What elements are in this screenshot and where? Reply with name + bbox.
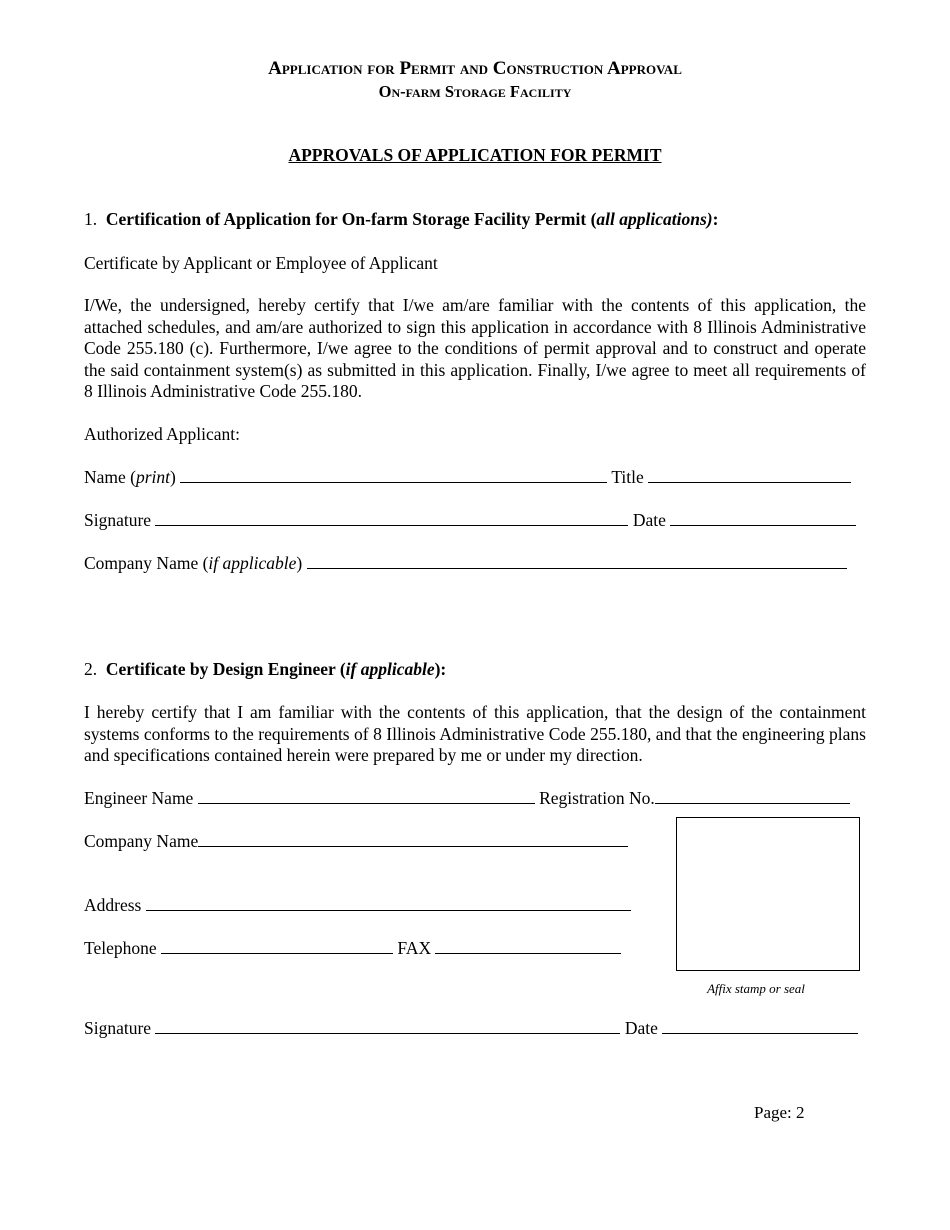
section2-title — [84, 659, 866, 680]
registration-field[interactable] — [655, 788, 850, 804]
engineer-company-row — [84, 831, 644, 852]
title-field[interactable] — [648, 467, 851, 483]
signature-label: Signature — [84, 510, 152, 530]
section-heading: APPROVALS OF APPLICATION FOR PERMIT — [288, 145, 662, 165]
company-row — [84, 553, 866, 574]
name-title-row — [84, 467, 866, 488]
address-row — [84, 895, 644, 916]
stamp-caption: Affix stamp or seal — [707, 981, 805, 996]
engineer-date-field[interactable] — [662, 1018, 858, 1034]
engineer-row — [84, 788, 866, 809]
company-field[interactable] — [307, 553, 847, 569]
section1-subheading: Certificate by Applicant or Employee of Applicant — [84, 253, 438, 273]
page-number: Page: 2 — [754, 1103, 805, 1122]
engineer-signature-field[interactable] — [155, 1018, 620, 1034]
telephone-fax-row — [84, 938, 644, 959]
section2-title-italic: if applicable — [345, 659, 435, 679]
stamp-box — [676, 817, 860, 971]
section2-title-text: Certificate by Design Engineer ( — [105, 659, 346, 679]
form-title: Application for Permit and Construction Approval — [268, 58, 682, 79]
engineer-company-label: Company Name — [84, 831, 199, 851]
section2-title-end: ): — [434, 659, 447, 679]
section2-paragraph: I hereby certify that I am familiar with the contents of this application, that the design of the containment systems conforms to the requirements of 8 Illinois Administrative Code 255.180, and that the engineering plans and specifications contained herein were prepared by me or under my direction. — [84, 702, 866, 765]
fax-label: FAX — [397, 938, 432, 958]
section1-paragraph: I/We, the undersigned, hereby certify that I/we am/are familiar with the contents of this application, the attached schedules, and am/are authorized to sign this application in accordance with 8 Illinois Administrative Code 255.180 (c). Furthermore, I/we agree to the conditions of permit approval and to construct and operate the said containment system(s) as submitted in this application. Finally, I/we agree to meet all requirements of 8 Illinois Administrative Code 255.180. — [84, 295, 866, 401]
engineer-company-field[interactable] — [198, 831, 628, 847]
registration-label: Registration No. — [539, 788, 655, 808]
address-field[interactable] — [146, 895, 631, 911]
engineer-name-label: Engineer Name — [84, 788, 194, 808]
fax-field[interactable] — [435, 938, 621, 954]
name-field[interactable] — [180, 467, 607, 483]
address-label: Address — [84, 895, 142, 915]
engineer-name-field[interactable] — [198, 788, 535, 804]
company-label: Company Name (if applicable) — [84, 553, 303, 573]
name-label: Name (print) — [84, 467, 176, 487]
title-label: Title — [611, 467, 644, 487]
engineer-signature-label: Signature — [84, 1018, 152, 1038]
section2-number: 2. — [84, 659, 98, 679]
engineer-date-label: Date — [624, 1018, 658, 1038]
engineer-signature-row — [84, 1018, 866, 1039]
telephone-label: Telephone — [84, 938, 157, 958]
form-subtitle: On-farm Storage Facility — [378, 82, 572, 101]
section1-title — [84, 209, 866, 230]
date-label: Date — [632, 510, 666, 530]
date-field[interactable] — [670, 510, 856, 526]
section1-number: 1. — [84, 209, 98, 229]
signature-field[interactable] — [155, 510, 628, 526]
section1-title-text: Certification of Application for On-farm Storage Facility Permit ( — [105, 209, 597, 229]
authorized-applicant-label: Authorized Applicant: — [84, 424, 241, 444]
section1-title-end: : — [712, 209, 719, 229]
section1-title-italic: all applications) — [596, 209, 713, 229]
telephone-field[interactable] — [161, 938, 393, 954]
signature-date-row — [84, 510, 866, 531]
